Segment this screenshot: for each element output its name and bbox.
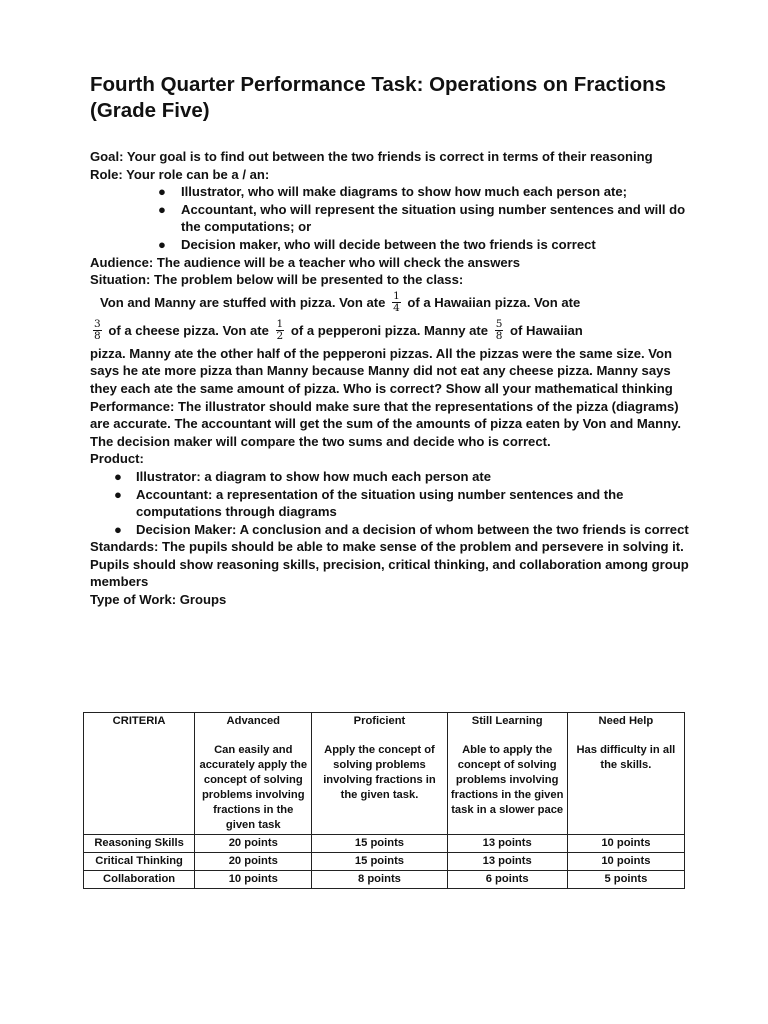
points-cell: 13 points	[447, 853, 567, 871]
criterion-cell: Critical Thinking	[84, 853, 195, 871]
points-cell: 8 points	[312, 871, 447, 889]
audience-text: Audience: The audience will be a teacher who will check the answers	[90, 254, 521, 270]
points-cell: 5 points	[567, 871, 684, 889]
points-cell: 13 points	[447, 835, 567, 853]
situation-problem-rest: pizza. Manny ate the other half of the pepperoni pizzas. All the pizzas were the same size. Von says he ate more pizza than Manny because Manny did not eat any cheese pizza. Manny says they each ate the same amount of pizza. Who is correct? Show all your mathematical thinking	[90, 345, 673, 396]
points-cell: 10 points	[567, 853, 684, 871]
points-cell: 15 points	[312, 853, 447, 871]
criterion-cell: Collaboration	[84, 871, 195, 889]
bullet-icon: ●	[114, 468, 122, 484]
type-of-work: Type of Work: Groups	[90, 592, 227, 608]
list-item: ● Accountant, who will represent the situation using number sentences and will do the computations; or	[158, 201, 686, 235]
criterion-cell: Reasoning Skills	[84, 835, 195, 853]
fraction: $\frac{5}{8}$	[495, 317, 503, 342]
rubric-table	[83, 712, 685, 889]
bullet-icon: ●	[158, 201, 166, 217]
points-cell: 20 points	[195, 853, 312, 871]
points-cell: 10 points	[567, 835, 684, 853]
level-need-help: Need Help Has difficulty in all the skills.	[567, 713, 684, 835]
list-item: ● Decision Maker: A conclusion and a decision of whom between the two friends is correct	[114, 521, 689, 537]
points-cell: 20 points	[195, 835, 312, 853]
list-item: ● Illustrator: a diagram to show how much each person ate	[114, 468, 492, 484]
bullet-icon: ●	[158, 236, 166, 252]
points-cell: 10 points	[195, 871, 312, 889]
list-item: ● Decision maker, who will decide between the two friends is correct	[158, 236, 596, 252]
fraction: $\frac{3}{8}$	[94, 317, 101, 342]
goal-text: Goal: Your goal is to find out between the two friends is correct in terms of their reasoning	[90, 149, 653, 164]
list-item: ● Illustrator, who will make diagrams to show how much each person ate;	[158, 184, 628, 200]
product-intro: Product:	[90, 451, 144, 467]
level-proficient: Proficient Apply the concept of solving problems involving fractions in the given task.	[312, 713, 447, 835]
criteria-header: CRITERIA	[84, 713, 195, 835]
page-title: Fourth Quarter Performance Task: Operations on Fractions (Grade Five)	[90, 73, 667, 122]
table-row	[84, 853, 685, 871]
table-row	[84, 835, 685, 853]
role-list	[90, 183, 690, 253]
list-item: ● Accountant: a representation of the situation using number sentences and the computations through diagrams	[114, 486, 624, 520]
points-cell: 15 points	[312, 835, 447, 853]
product-list	[90, 468, 690, 538]
situation-intro: Situation: The problem below will be presented to the class:	[90, 272, 464, 288]
table-row	[84, 871, 685, 889]
fraction: $\frac{1}{4}$	[393, 289, 400, 314]
table-header-row	[84, 713, 685, 835]
situation-problem-line2: $\frac{3}{8}$ of a cheese pizza. Von ate $\frac{1}{2}$ of a pepperoni pizza. Manny ate $\frac{5}{8}$ of Hawaiian	[94, 317, 583, 342]
bullet-icon: ●	[158, 184, 166, 200]
bullet-icon: ●	[114, 486, 122, 502]
level-advanced: Advanced Can easily and accurately apply the concept of solving problems involving fractions in the given task	[195, 713, 312, 835]
level-still-learning: Still Learning Able to apply the concept of solving problems involving fractions in the given task in a slower pace	[447, 713, 567, 835]
role-intro: Role: Your role can be a / an:	[90, 166, 270, 182]
task-body	[90, 148, 690, 609]
standards-text: Standards: The pupils should be able to make sense of the problem and persevere in solving it. Pupils should show reasoning skills, precision, critical thinking, and collaboration among group members	[90, 539, 689, 590]
points-cell: 6 points	[447, 871, 567, 889]
bullet-icon: ●	[114, 521, 122, 537]
fraction: $\frac{1}{2}$	[276, 317, 284, 342]
performance-text: Performance: The illustrator should make sure that the representations of the pizza (diagrams) are accurate. The accountant will get the sum of the amounts of pizza eaten by Von and Manny. The decision maker will compare the two sums and decide who is correct.	[90, 398, 682, 449]
situation-problem: Von and Manny are stuffed with pizza. Von ate $\frac{1}{4}$ of a Hawaiian pizza. Von ate	[100, 289, 581, 314]
